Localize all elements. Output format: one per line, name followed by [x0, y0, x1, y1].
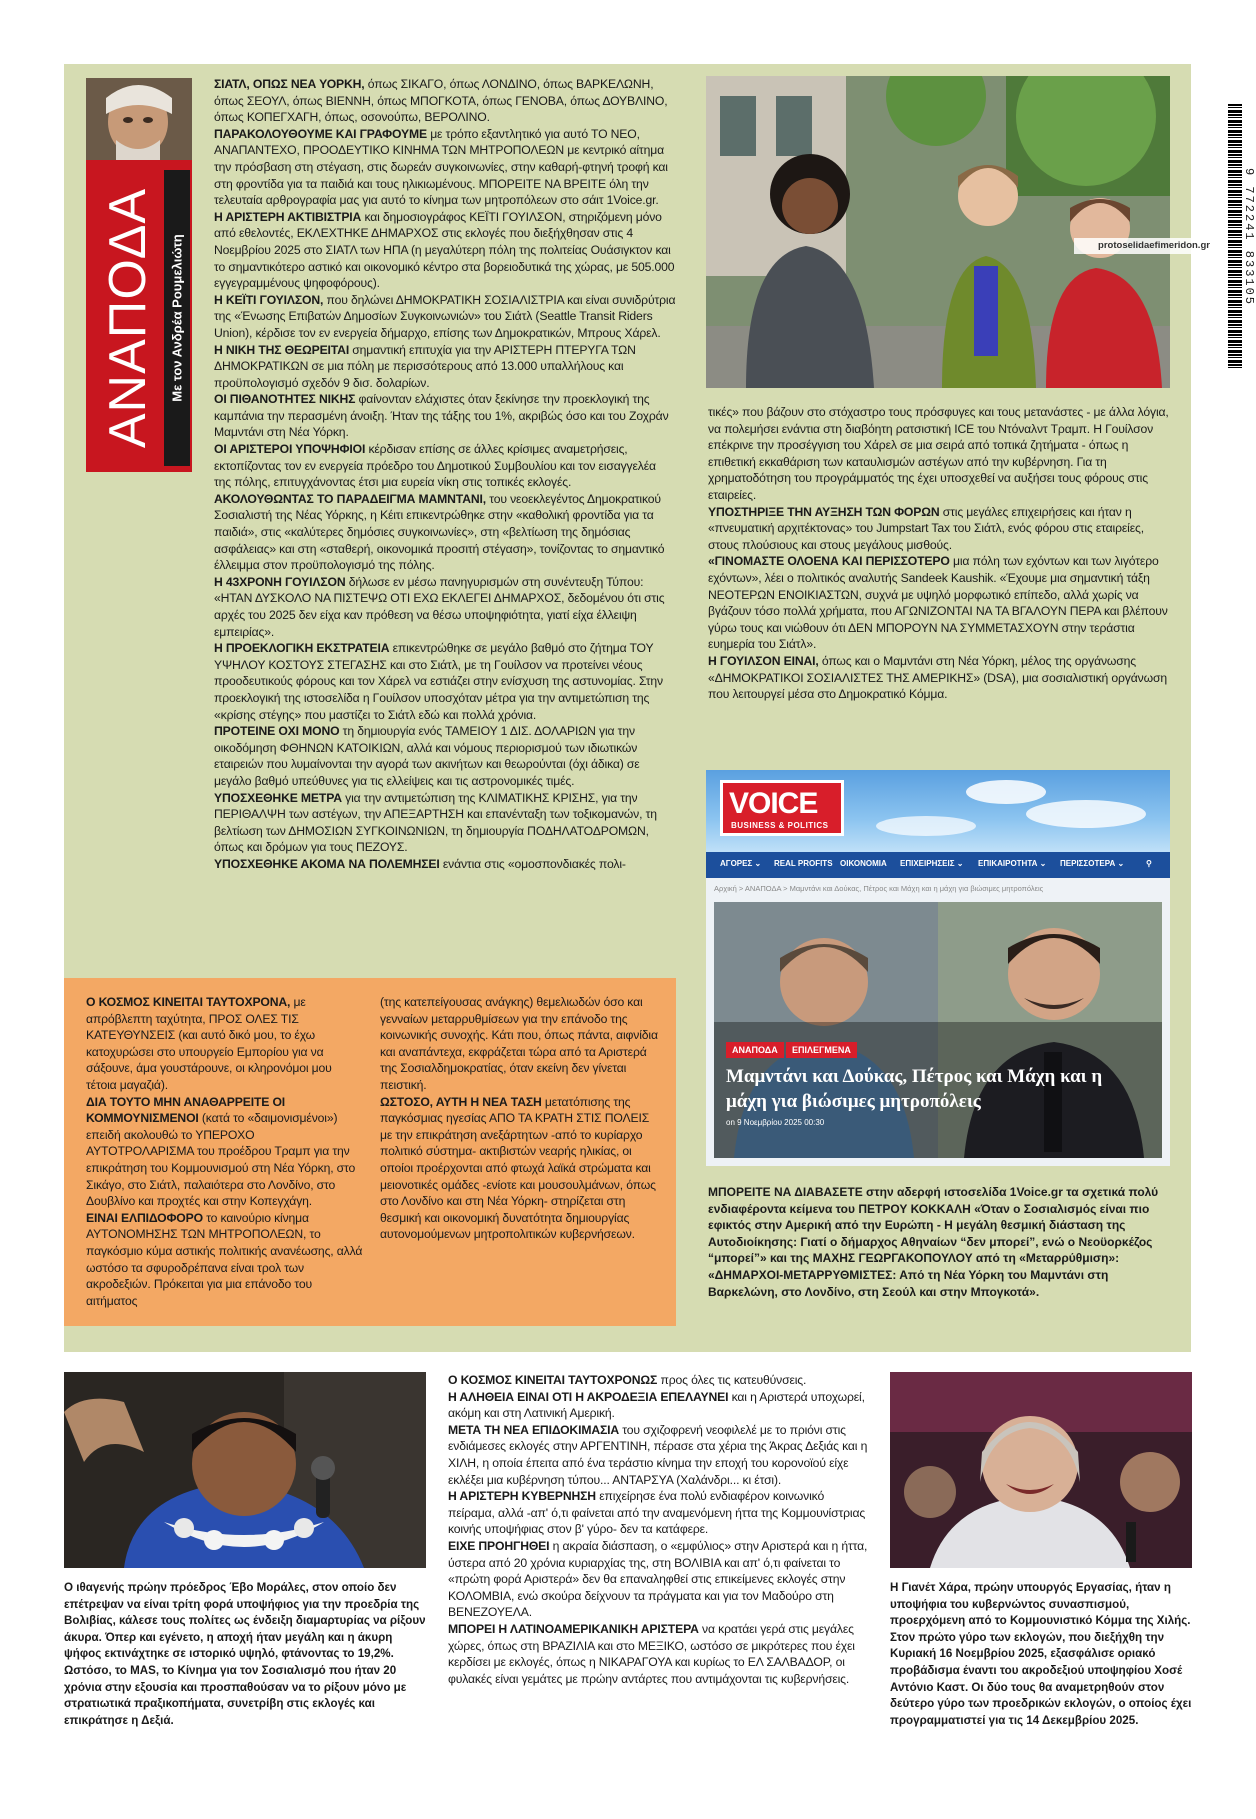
- paragraph-lead: ΥΠΟΣΧΕΘΗΚΕ ΜΕΤΡΑ: [214, 790, 342, 805]
- voice-header: [706, 770, 1170, 852]
- paragraph-text: τη δημιουργία ενός ΤΑΜΕΙΟΥ 1 ΔΙΣ. ΔΟΛΑΡΙΩΝ για την οικοδόμηση ΦΘΗΝΩΝ ΚΑΤΟΙΚΙΩΝ, αλλά και νόμους περιορισμού των ιδιωτικών εταιρειών που λυμαίνονται την αγορά των ακινήτων και θεωρούνται (όχι άδικα) σε μεγάλο βαθμό υπεύθυνες για τις ελλείψεις και τις αστρονομικές τιμές.: [214, 724, 640, 788]
- paragraph-lead: ΕΙΝΑΙ ΕΛΠΙΔΟΦΟΡΟ: [86, 1210, 203, 1225]
- paragraph-text: προς όλες τις κατευθύνσεις.: [657, 1373, 807, 1387]
- paragraph: [448, 1372, 870, 1389]
- paragraph-lead: ΕΙΧΕ ΠΡΟΗΓΗΘΕΙ: [448, 1538, 550, 1553]
- nav-item-perissotera[interactable]: ΠΕΡΙΣΣΟΤΕΡΑ ⌄: [1060, 859, 1125, 868]
- paragraph-lead: Η ΑΡΙΣΤΕΡΗ ΑΚΤΙΒΙΣΤΡΙΑ: [214, 209, 362, 224]
- paragraph-lead: Ο ΚΟΣΜΟΣ ΚΙΝΕΙΤΑΙ ΤΑΥΤΟΧΡΟΝΩΣ: [448, 1373, 658, 1387]
- paragraph-text: του νεοεκλεγέντος Δημοκρατικού Σοσιαλιστή της Νέας Υόρκης, η Κέιτι επικεντρώθηκε στην «καθολική φροντίδα για τα παιδιά», στις «καλύτερες δημόσιες συγκοινωνίες», στη «βελτίωση της δημόσιας ασφάλειας» και στη «σταθερή, οικονομικά προσιτή στέγαση», τονίζοντας το σημαντικό έλλειμμα στον προϋπολογισμό της πόλης.: [214, 491, 665, 573]
- paragraph: [214, 856, 676, 873]
- paragraph-text: μετατόπισης της παγκόσμιας ηγεσίας ΑΠΟ ΤΑ ΚΡΑΤΗ ΣΤΙΣ ΠΟΛΕΙΣ με την επικράτηση ανεξάρτητων -από το κυρίαρχο πολιτικό σύστημα- ακτιβιστών νεαρής ηλικίας, οι οποίοι προέρχονται από φτωχά λαϊκά στρώματα και μειονοτικές ομάδες -ενίοτε και μουσουλμάνων, όπως στο Λονδίνο και στη Νέα Υόρκη- στηρίζεται στη θεσμική και οικονομική δυνατότητα δημιουργίας αυτονομούμενων μητροπολιτικών κυβερνήσεων.: [380, 1094, 656, 1242]
- paragraph: [448, 1422, 870, 1488]
- paragraph: [380, 994, 658, 1094]
- paragraph: [214, 126, 676, 209]
- nav-item-epikairotita[interactable]: ΕΠΙΚΑΙΡΟΤΗΤΑ ⌄: [978, 859, 1047, 868]
- paragraph: [448, 1389, 870, 1422]
- paragraph-lead: ΠΑΡΑΚΟΛΟΥΘΟΥΜΕ ΚΑΙ ΓΡΑΦΟΥΜΕ: [214, 126, 427, 141]
- column-byline: Με τον Ανδρέα Ρουμελιώτη: [164, 170, 190, 466]
- paragraph-lead: ΟΙ ΠΙΘΑΝΟΤΗΤΕΣ ΝΙΚΗΣ: [214, 392, 356, 407]
- tag-anapoda[interactable]: ΑΝΑΠΟΔΑ: [726, 1042, 784, 1058]
- paragraph-text: τικές» που βάζουν στο στόχαστρο τους πρόσφυγες και τους μετανάστες - με άλλα λόγια, να πολεμήσει ενάντια στη διαβόητη ρατσιστική ICE του Ντόναλντ Τραμπ. Η Γουίλσον επέκρινε την προσέγγιση του Χάρελ σε μια σειρά από τοπικά ζητήματα - όπως η επιθετική εκκαθάριση των καταυλισμών αστέγων από την κυβέρνηση. Για τη χρηματοδότηση του προγράμματός της έχει υποσχεθεί να αυξήσει τους φόρους στις εταιρείες.: [708, 405, 1169, 502]
- paragraph-lead: Η ΚΕΪΤΙ ΓΟΥΙΛΣΟΝ,: [214, 292, 324, 307]
- morales-caption: Ο ιθαγενής πρώην πρόεδρος Έβο Μοράλες, στον οποίο δεν επέτρεψαν να είναι τρίτη φορά υποψήφιος για την προεδρία της Βολιβίας, κάλεσε τους πολίτες ως ένδειξη διαμαρτυρίας να ρίξουν άκυρα. Όπερ και εγένετο, η αποχή ήταν μεγάλη και η άκυρη ψήφος εκτινάχτηκε σε ιστορικό υψηλό, φτάνοντας το 19,2%. Ωστόσο, το MAS, το Κίνημα για τον Σοσιαλισμό που ήταν 20 χρόνια στην εξουσία και προσπαθούσαν να το ρίξουν μόνο με στρατιωτικά πραξικοπήματα, συνετρίβη στις εκλογές και επικράτησε η Δεξιά.: [64, 1581, 426, 1727]
- column-banner: [86, 78, 192, 472]
- paragraph-lead: Η 43ΧΡΟΝΗ ΓΟΥΙΛΣΟΝ: [214, 574, 346, 589]
- paragraph-text: η ακραία διάσπαση, ο «εμφύλιος» στην Αριστερά και η ήττα, ύστερα από 20 χρόνια κυριαρχίας της, στη ΒΟΛΙΒΙΑ και απ' ό,τι φαίνεται το «πρώτη φορά Αριστερά» δεν θα επαναληφθεί στις επικείμενες εκλογές στην ΚΟΛΟΜΒΙΑ, ενώ σκούρα δείχνουν τα πράγματα και για τον Μαδούρο στη ΒΕΝΕΖΟΥΕΛΑ.: [448, 1538, 868, 1620]
- columnist-photo: [86, 78, 192, 160]
- voice-hero-image[interactable]: [714, 902, 1162, 1158]
- paragraph: [708, 653, 1172, 703]
- paragraph-text: (της κατεπείγουσας ανάγκης) θεμελιωδών όσο και γενναίων μεταρρυθμίσεων για την επάνοδο της κοινωνικής συνοχής. Κάτι που, όπως πάντα, αιφνίδια και αναπάντεχα, εκφράζεται τώρα από τα Αριστερά της Σοσιαλδημοκρατίας, όταν εκείνη δεν γίνεται πειστική.: [380, 995, 658, 1092]
- paragraph: [86, 1094, 364, 1210]
- orange-box-column-2: [380, 994, 658, 1243]
- watermark: protoselidaefimeridon.gr: [1074, 238, 1234, 254]
- paragraph: [214, 491, 676, 574]
- breadcrumb: Αρχική > ΑΝΑΠΟΔΑ > Μαμντάνι και Δούκας, Πέτρος και Μάχη και η μάχη για βιώσιμες μητροπόλεις: [714, 884, 1044, 893]
- column-title: ΑΝΑΠΟΔΑ: [99, 187, 157, 449]
- paragraph-lead: ΠΡΟΤΕΙΝΕ ΟΧΙ ΜΟΝΟ: [214, 724, 340, 739]
- paragraph-text: το καινούριο κίνημα ΑΥΤΟΝΟΜΗΣΗΣ ΤΩΝ ΜΗΤΡΟΠΟΛΕΩΝ, το παγκόσμιο κύμα αστικής πολιτικής ανανέωσης, αλλά ωστόσο τα σφυροδρέπανα είναι τρολ των ακροδεξιών. Πρόκειται για μια επάνοδο του αιτήματος: [86, 1210, 363, 1308]
- paragraph-lead: Η ΝΙΚΗ ΤΗΣ ΘΕΩΡΕΙΤΑΙ: [214, 342, 350, 357]
- paragraph-text: μια πόλη των εχόντων και των λιγότερο εχόντων», λέει ο πολιτικός αναλυτής Sandeek Kaushik. «Έχουμε μια σημαντική τάξη ΝΕΟΤΕΡΩΝ ΕΝΟΙΚΙΑΣΤΩΝ, συχνά με υψηλό μορφωτικό επίπεδο, αλλά χωρίς να βγάζουν τόσο πολλά χρήματα, που ΑΓΩΝΙΖΟΝΤΑΙ ΝΑ ΤΑ ΒΓΑΛΟΥΝ ΠΕΡΑ και βλέπουν γύρω τους και νιώθουν ότι ΔΕΝ ΜΠΟΡΟΥΝ ΝΑ ΣΥΜΜΕΤΑΣΧΟΥΝ στην τεράστια ευημερία του Σιάτλ».: [708, 554, 1168, 652]
- paragraph-lead: ΜΕΤΑ ΤΗ ΝΕΑ ΕΠΙΔΟΚΙΜΑΣΙΑ: [448, 1422, 620, 1437]
- paragraph-lead: Η ΑΛΗΘΕΙΑ ΕΙΝΑΙ ΟΤΙ Η ΑΚΡΟΔΕΞΙΑ ΕΠΕΛΑΥΝΕΙ: [448, 1389, 729, 1404]
- paragraph-text: κέρδισαν επίσης σε άλλες κρίσιμες αναμετρήσεις, εκτοπίζοντας τον εν ενεργεία πρόεδρο του Δημοτικού Συμβουλίου και τον εισαγγελέα της πόλης, επιτυγχάνοντας έτσι μια ευρεία νίκη στις τοπικές εκλογές.: [214, 442, 656, 490]
- paragraph: [214, 441, 676, 491]
- barcode: [1228, 104, 1254, 370]
- paragraph: [380, 1094, 658, 1243]
- paragraph-text: στις μεγάλες επιχειρήσεις και ήταν η «πνευματική αρχιτέκτονας» του Jumpstart Tax του Σιάτλ, ενός φόρου στις εταιρείες, στους πλούσιους και στους μεγάλους μισθούς.: [708, 504, 1144, 552]
- paragraph-text: όπως και ο Μαμντάνι στη Νέα Υόρκη, μέλος της οργάνωσης «ΔΗΜΟΚΡΑΤΙΚΟΙ ΣΟΣΙΑΛΙΣΤΕΣ ΤΗΣ ΑΜΕΡΙΚΗΣ» (DSA), μια σοσιαλιστική οργάνωση που λειτουργεί μέσα στο Δημοκρατικό Κόμμα.: [708, 653, 1167, 702]
- paragraph-lead: ΣΙΑΤΛ, ΟΠΩΣ ΝΕΑ ΥΟΡΚΗ,: [214, 77, 365, 91]
- paragraph-lead: Ο ΚΟΣΜΟΣ ΚΙΝΕΙΤΑΙ ΤΑΥΤΟΧΡΟΝΑ,: [86, 995, 291, 1009]
- paragraph: [214, 391, 676, 441]
- paragraph: [214, 790, 676, 856]
- barcode-bars: [1228, 104, 1242, 370]
- paragraph: [708, 404, 1172, 504]
- paragraph: [708, 504, 1172, 554]
- paragraph: [448, 1538, 870, 1621]
- paragraph-text: για την αντιμετώπιση της ΚΛΙΜΑΤΙΚΗΣ ΚΡΙΣΗΣ, για την ΠΕΡΙΘΑΛΨΗ των αστέγων, την ΑΠΕΞΑΡΤΗΣΗ και επανένταξη των τοξικομανών, τη βελτίωση των ΔΗΜΟΣΙΩΝ ΣΥΓΚΟΙΝΩΝΙΩΝ, τη δημιουργία ΠΟΔΗΛΑΤΟΔΡΟΜΩΝ, όπως και δρόμων για τους ΠΕΖΟΥΣ.: [214, 790, 657, 855]
- nav-item-agores[interactable]: ΑΓΟΡΕΣ ⌄: [720, 859, 762, 868]
- paragraph-text: επιχείρησε ένα πολύ ενδιαφέρον κοινωνικό πείραμα, αλλά -απ' ό,τι φαίνεται από την αναμενόμενη ήττα της Κομμουνίστριας κοινής υποψήφιας στον β' γύρο- δεν τα κατάφερε.: [448, 1489, 866, 1537]
- paragraph-lead: ΑΚΟΛΟΥΘΩΝΤΑΣ ΤΟ ΠΑΡΑΔΕΙΓΜΑ ΜΑΜΝΤΑΝΙ,: [214, 491, 486, 506]
- paragraph-lead: Η ΠΡΟΕΚΛΟΓΙΚΗ ΕΚΣΤΡΑΤΕΙΑ: [214, 641, 390, 656]
- paragraph-lead: ΩΣΤΟΣΟ, ΑΥΤΗ Η ΝΕΑ ΤΑΣΗ: [380, 1094, 542, 1109]
- paragraph: [86, 994, 364, 1094]
- paragraph-text: όπως ΣΙΚΑΓΟ, όπως ΛΟΝΔΙΝΟ, όπως ΒΑΡΚΕΛΩΝΗ, όπως ΣΕΟΥΛ, όπως ΒΙΕΝΝΗ, όπως ΜΠΟΓΚΟΤΑ, όπως ΓΕΝΟΒΑ, όπως ΔΟΥΒΛΙΝΟ, όπως ΚΟΠΕΓΧΑΓΗ, όπως, οσονούπω, ΒΕΡΟΛΙΝΟ.: [214, 77, 668, 125]
- nav-item-oikonomia[interactable]: ΟΙΚΟΝΟΜΙΑ: [840, 859, 887, 868]
- voice-headline[interactable]: Μαμντάνι και Δούκας, Πέτρος και Μάχη και η μάχη για βιώσιμες μητροπόλεις: [726, 1066, 1103, 1112]
- paragraph-lead: ΟΙ ΑΡΙΣΤΕΡΟΙ ΥΠΟΨΗΦΙΟΙ: [214, 442, 366, 457]
- wilson-photo: [706, 76, 1170, 388]
- nav-item-real-profits[interactable]: REAL PROFITS: [774, 859, 833, 868]
- paragraph: [214, 76, 676, 126]
- paragraph-lead: ΥΠΟΣΧΕΘΗΚΕ ΑΚΟΜΑ ΝΑ ΠΟΛΕΜΗΣΕΙ: [214, 856, 440, 871]
- search-icon[interactable]: ⚲: [1146, 859, 1152, 868]
- paragraph-text: με απρόβλεπτη ταχύτητα, ΠΡΟΣ ΟΛΕΣ ΤΙΣ ΚΑΤΕΥΘΥΝΣΕΙΣ (και αυτό δικό μου, το έχω κατοχυρώσει στο υπουργείο Εμπορίου για να σάξουνε, άμα γουστάρουνε, οι κληρονόμοι μου τέτοια μαγαζιά).: [86, 995, 332, 1092]
- paragraph: [708, 553, 1172, 653]
- paragraph-text: που δηλώνει ΔΗΜΟΚΡΑΤΙΚΗ ΣΟΣΙΑΛΙΣΤΡΙΑ και είναι συνιδρύτρια της «Ένωσης Επιβατών Δημοσίων Συγκοινωνιών» του Σιάτλ (Seattle Transit Riders Union), κέρδισε τον εν ενεργεία δήμαρχο, επίσης των Δημοκρατικών, Μπρους Χάρελ.: [214, 292, 676, 340]
- paragraph-lead: Η ΑΡΙΣΤΕΡΗ ΚΥΒΕΡΝΗΣΗ: [448, 1489, 596, 1504]
- nav-item-epixeiriseis[interactable]: ΕΠΙΧΕΙΡΗΣΕΙΣ ⌄: [900, 859, 964, 868]
- paragraph-text: του σχιζοφρενή νεοφιλελέ με το πριόνι στις ενδιάμεσες εκλογές στην ΑΡΓΕΝΤΙΝΗ, πέρασε στα χέρια της Άκρας Δεξιάς και η ΧΙΛΗ, η οποία έπειτα από ένα τεράστιο κίνημα την εποχή του κορονοϊού είχε εκλέξει μια κυβέρνηση τύπου... ΑΝΤΑΡΣΥΑ (Χαλάνδρι... κι έτσι).: [448, 1422, 868, 1487]
- paragraph: [214, 574, 676, 640]
- paragraph-lead: ΜΠΟΡΕΙ Η ΛΑΤΙΝΟΑΜΕΡΙΚΑΝΙΚΗ ΑΡΙΣΤΕΡΑ: [448, 1621, 699, 1636]
- voice-website-screenshot: [706, 770, 1170, 1166]
- paragraph-text: ενάντια στις «ομοσπονδιακές πολι-: [439, 856, 626, 871]
- paragraph-text: και δημοσιογράφος ΚΕΪΤΙ ΓΟΥΙΛΣΟΝ, στηριζόμενη μόνο από εθελοντές, ΕΚΛΕΧΤΗΚΕ ΔΗΜΑΡΧΟΣ στις εκλογές που διεξήχθησαν στις 4 Νοεμβρίου 2025 στο ΣΙΑΤΛ των ΗΠΑ (η μεγαλύτερη πόλη της πολιτείας Ουάσιγκτον και το σημαντικότερο αστικό και οικονομικό κέντρο στα βορειοδυτικά της χώρας, με 505.000 εγγεγραμμένους ψηφοφόρους).: [214, 209, 675, 291]
- jara-photo: [890, 1372, 1192, 1568]
- barcode-digits: 9 772241 833105: [1242, 167, 1256, 307]
- paragraph-text: και η Αριστερά υποχωρεί, ακόμη και στη Λατινική Αμερική.: [448, 1389, 865, 1421]
- orange-box-column-1: [86, 994, 364, 1309]
- paragraph: [448, 1621, 870, 1687]
- latin-america-article: [448, 1372, 870, 1687]
- paragraph-text: (κατά το «δαιμονισμένοι») επειδή ακολουθώ το ΥΠΕΡΟΧΟ ΑΥΤΟΤΡΟΛΑΡΙΣΜΑ του προέδρου Τραμπ για την επικράτηση του Κομμουνισμού στη Νέα Υόρκη, στο Σικάγο, στο Σιάτλ, παλαιότερα στο Λονδίνο, στο Δουβλίνο και προχτές και στην Κοπεγχάγη.: [86, 1111, 356, 1209]
- voice-logo[interactable]: VOICE BUSINESS & POLITICS: [720, 780, 844, 836]
- paragraph-lead: ΔΙΑ ΤΟΥΤΟ ΜΗΝ ΑΝΑΘΑΡΡΕΙΤΕ ΟΙ ΚΟΜΜΟΥΝΙΣΜΕΝΟΙ: [86, 1094, 286, 1126]
- paragraph-text: φαίνονταν ελάχιστες όταν ξεκίνησε την προεκλογική της καμπάνια την περασμένη άνοιξη. Ήταν της τάξης του 1%, ακριβώς όσο και του Ζοχράν Μαμντάνι στη Νέα Υόρκη.: [214, 392, 669, 440]
- voice-date: on 9 Νοεμβρίου 2025 00:30: [726, 1118, 825, 1127]
- voice-nav: [706, 852, 1170, 878]
- paragraph: [214, 209, 676, 292]
- paragraph-lead: «ΓΙΝΟΜΑΣΤΕ ΟΛΟΕΝΑ ΚΑΙ ΠΕΡΙΣΣΟΤΕΡΟ: [708, 554, 950, 569]
- article-right-column: [708, 404, 1172, 703]
- article-left-column: [214, 76, 676, 873]
- paragraph: [448, 1488, 870, 1538]
- paragraph-text: επικεντρώθηκε σε μεγάλο βαθμό στο ζήτημα ΤΟΥ ΥΨΗΛΟΥ ΚΟΣΤΟΥΣ ΣΤΕΓΑΣΗΣ και στο Σιάτλ, με τη Γουίλσον να προτείνει νέους προοδευτικούς φόρους και τον Χάρελ να εστιάζει στην ενίσχυση της αστυνομίας. Στην προεκλογική της ιστοσελίδα η Γουίλσον υποσχόταν μέτρα για την αντιμετώπιση της «κρίσης στέγης» που μαστίζει το Σιάτλ εδώ και πολλά χρόνια.: [214, 641, 663, 722]
- paragraph: [214, 292, 676, 342]
- paragraph-lead: Η ΓΟΥΙΛΣΟΝ ΕΙΝΑΙ,: [708, 653, 819, 668]
- paragraph-text: με τρόπο εξαντλητικό για αυτό ΤΟ ΝΕΟ, ΑΝΑΠΑΝΤΕΧΟ, ΠΡΟΟΔΕΥΤΙΚΟ ΚΙΝΗΜΑ ΤΩΝ ΜΗΤΡΟΠΟΛΕΩΝ με κεντρικό αίτημα την πρόσβαση στη στέγαση, στις δωρεάν συγκοινωνίες, στην καθαρή-φτηνή τροφή και στη φροντίδα για τα παιδιά και τους ηλικιωμένους. ΜΠΟΡΕΙΤΕ ΝΑ ΒΡΕΙΤΕ όλη την τελευταία αρθρογραφία μας για αυτό το κίνημα των μητροπόλεων στο σάιτ 1Voice.gr.: [214, 126, 668, 208]
- morales-photo: [64, 1372, 426, 1568]
- paragraph: [214, 640, 676, 723]
- jara-caption: Η Γιανέτ Χάρα, πρώην υπουργός Εργασίας, ήταν η υποψήφια του κυβερνώντος συνασπισμού, προερχόμενη από το Κομμουνιστικό Κόμμα της Χιλής. Στον πρώτο γύρο των εκλογών, που διεξήχθη την Κυριακή 16 Νοεμβρίου 2025, εξασφάλισε οριακό προβάδισμα έναντι του ακροδεξιού υποψηφίου Χοσέ Αντόνιο Καστ. Οι δύο τους θα αναμετρηθούν στον δεύτερο γύρο των προεδρικών εκλογών, ο οποίος έχει προγραμματιστεί για τις 14 Δεκεμβρίου 2025.: [890, 1581, 1192, 1727]
- paragraph-text: να κρατάει γερά στις μεγάλες χώρες, όπως στη ΒΡΑΖΙΛΙΑ και στο ΜΕΞΙΚΟ, ωστόσο σε μικρότερες που έχει κερδίσει με εκλογές, όπως η ΝΙΚΑΡΑΓΟΥΑ και κυρίως το ΕΛ ΣΑΛΒΑΔΟΡ, οι φυλακές είναι γεμάτες με πρώην αντάρτες που αντιμάχονται τις κυβερνήσεις.: [448, 1621, 855, 1686]
- paragraph: [214, 723, 676, 789]
- paragraph-lead: ΥΠΟΣΤΗΡΙΞΕ ΤΗΝ ΑΥΞΗΣΗ ΤΩΝ ΦΟΡΩΝ: [708, 504, 940, 519]
- paragraph-text: δήλωσε εν μέσω πανηγυρισμών στη συνέντευξη Τύπου: «ΗΤΑΝ ΔΥΣΚΟΛΟ ΝΑ ΠΙΣΤΕΨΩ ΟΤΙ ΕΧΩ ΕΚΛΕΓΕΙ ΔΗΜΑΡΧΟΣ, δεδομένου ότι στις αρχές του 2025 δεν είχα καν πρόθεση να θέσω υποψηφιότητα, γιατί είχα έλλειψη εμπειρίας».: [214, 574, 665, 639]
- paragraph: [214, 342, 676, 392]
- tag-epilegmena[interactable]: ΕΠΙΛΕΓΜΕΝΑ: [786, 1042, 857, 1058]
- paragraph: [86, 1210, 364, 1310]
- paragraph-text: σημαντική επιτυχία για την ΑΡΙΣΤΕΡΗ ΠΤΕΡΥΓΑ ΤΩΝ ΔΗΜΟΚΡΑΤΙΚΩΝ σε μια πόλη με περισσότερους από 13.000 υπαλλήλους και προϋπολογισμό σχεδόν 9 δισ. δολαρίων.: [214, 342, 636, 390]
- voice-caption: ΜΠΟΡΕΙΤΕ ΝΑ ΔΙΑΒΑΣΕΤΕ στην αδερφή ιστοσελίδα 1Voice.gr τα σχετικά πολύ ενδιαφέροντα κείμενα του ΠΕΤΡΟΥ ΚΟΚΚΑΛΗ «Όταν ο Σοσιαλισμός είναι πιο εφικτός στην Αμερική από την Ευρώπη - Η μεγάλη θεσμική διάσταση της Αυτοδιοίκησης: Γιατί ο δήμαρχος Αθηναίων “δεν μπορεί”, ενώ ο Νεοϋορκέζος “μπορεί”» και της ΜΑΧΗΣ ΓΕΩΡΓΑΚΟΠΟΥΛΟΥ από τη «Μεταρρύθμιση»: «ΔΗΜΑΡΧΟΙ-ΜΕΤΑΡΡΥΘΜΙΣΤΕΣ: Από τη Νέα Υόρκη του Μαμντάνι στη Βαρκελώνη, στο Λονδίνο, στη Σεούλ και στην Μπογκοτά».: [708, 1185, 1159, 1299]
